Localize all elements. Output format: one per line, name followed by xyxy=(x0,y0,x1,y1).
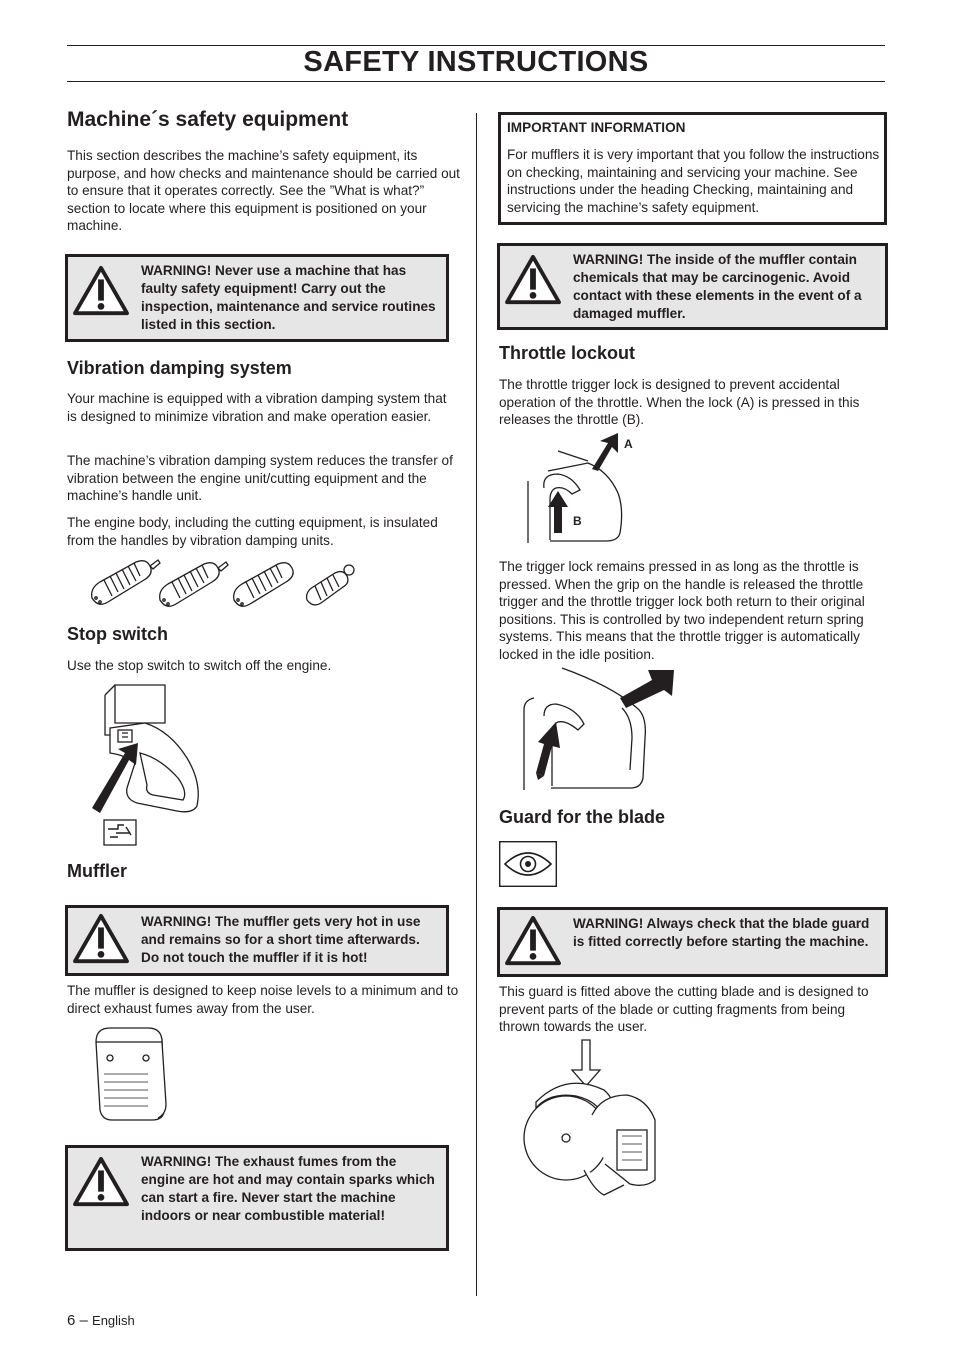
label-b: B xyxy=(573,514,582,528)
warning-triangle-icon xyxy=(72,913,130,965)
warning-box-muffler-hot xyxy=(65,905,449,976)
section-heading: Machine´s safety equipment xyxy=(67,108,349,131)
important-information-box xyxy=(498,112,887,225)
warning-box-faulty-equipment xyxy=(65,254,449,342)
header-rule-bottom xyxy=(67,81,885,82)
warning-triangle-icon xyxy=(504,915,562,967)
warning-box-blade-guard xyxy=(497,907,888,977)
throttle-trigger-illustration xyxy=(522,668,677,793)
footer-language: English xyxy=(92,1313,135,1328)
vibration-paragraph-3: The engine body, including the cutting equipment, is insulated from the handles by vibration damping units. xyxy=(67,515,438,548)
vibration-damper-illustration xyxy=(88,556,358,612)
warning-text: WARNING! The inside of the muffler contain chemicals that may be carcinogenic. Avoid contact with these elements in the event of a damaged muffler. xyxy=(573,252,862,321)
throttle-paragraph-2: The trigger lock remains pressed in as long as the throttle is pressed. When the grip on the handle is released the throttle trigger and the throttle trigger lock both return to their original positions. This is controlled by two independent return spring systems. This means that the throttle trigger is automatically locked in the idle position. xyxy=(499,559,865,662)
warning-text: WARNING! Never use a machine that has faulty safety equipment! Carry out the inspection, maintenance and service routines listed in this section. xyxy=(141,263,436,332)
info-text: For mufflers it is very important that you follow the instructions on checking, maintaining and servicing your machine. See instructions under the heading Checking, maintaining and servicing the machine’s safety equipment. xyxy=(507,147,880,215)
page-title: SAFETY INSTRUCTIONS xyxy=(303,46,649,78)
eye-icon xyxy=(499,841,557,887)
intro-paragraph: This section describes the machine’s safety equipment, its purpose, and how checks and maintenance should be carried out to ensure that it operates correctly. See the ”What is what?” section to locate where this equipment is positioned on your machine. xyxy=(67,148,460,233)
warning-text: WARNING! Always check that the blade guard is fitted correctly before starting the machine. xyxy=(573,916,870,949)
stop-switch-heading: Stop switch xyxy=(67,624,169,644)
vibration-paragraph-1: Your machine is equipped with a vibration damping system that is designed to minimize vibration and make operation easier. xyxy=(67,391,447,424)
warning-text: WARNING! The exhaust fumes from the engine are hot and may contain sparks which can start a fire. Never start the machine indoors or near combustible material! xyxy=(141,1154,435,1223)
column-divider xyxy=(476,113,477,1296)
page-number: 6 xyxy=(67,1312,76,1329)
warning-text: WARNING! The muffler gets very hot in use and remains so for a short time afterwards. Do not touch the muffler if it is hot! xyxy=(141,914,421,965)
muffler-paragraph: The muffler is designed to keep noise levels to a minimum and to direct exhaust fumes away from the user. xyxy=(67,983,459,1016)
page-footer xyxy=(67,1312,135,1329)
muffler-illustration xyxy=(86,1024,168,1124)
warning-triangle-icon xyxy=(72,1156,130,1208)
stop-switch-paragraph: Use the stop switch to switch off the engine. xyxy=(67,658,332,673)
throttle-lockout-heading: Throttle lockout xyxy=(499,343,635,363)
warning-box-exhaust-fumes xyxy=(65,1145,449,1251)
label-a: A xyxy=(624,437,633,451)
blade-guard-paragraph: This guard is fitted above the cutting blade and is designed to prevent parts of the blade or cutting fragments from being thrown towards the user. xyxy=(499,984,869,1034)
stop-switch-illustration xyxy=(90,683,215,848)
warning-triangle-icon xyxy=(504,254,562,306)
blade-guard-illustration xyxy=(522,1040,660,1200)
throttle-lock-illustration xyxy=(520,433,630,548)
warning-box-muffler-chemicals xyxy=(497,243,888,330)
footer-dash: – xyxy=(79,1312,88,1329)
vibration-paragraph-2: The machine’s vibration damping system reduces the transfer of vibration between the engine unit/cutting equipment and the machine’s handle unit. xyxy=(67,453,453,503)
throttle-paragraph-1: The throttle trigger lock is designed to prevent accidental operation of the throttle. When the lock (A) is pressed in this releases the throttle (B). xyxy=(499,377,860,427)
warning-triangle-icon xyxy=(72,265,130,317)
blade-guard-heading: Guard for the blade xyxy=(499,807,666,827)
info-title: IMPORTANT INFORMATION xyxy=(507,120,686,135)
muffler-heading: Muffler xyxy=(67,861,127,881)
vibration-heading: Vibration damping system xyxy=(67,358,292,378)
